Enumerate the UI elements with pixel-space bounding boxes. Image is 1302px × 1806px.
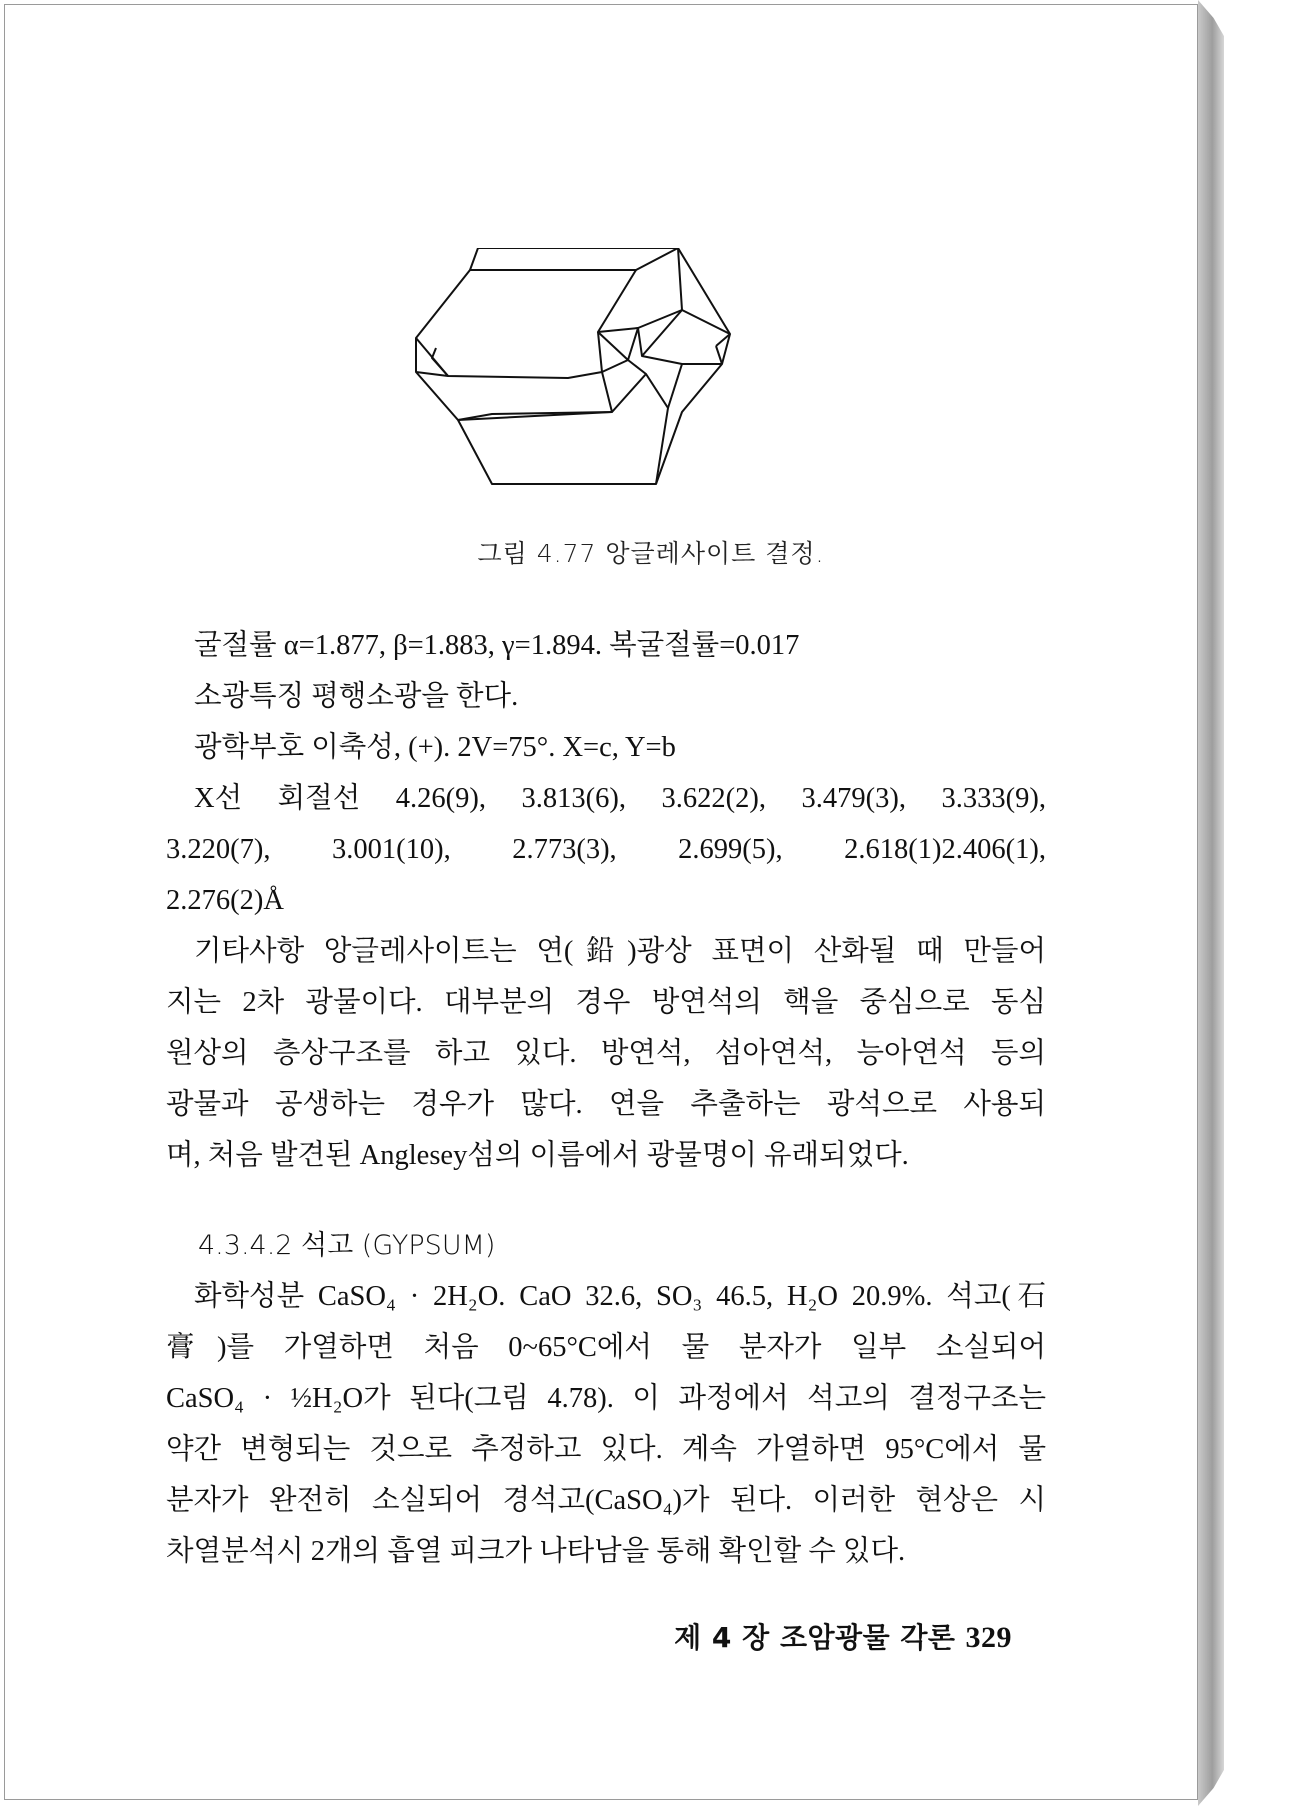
anglesite-crystal-figure — [412, 248, 792, 488]
gypsum-line-6: 차열분석시 2개의 흡열 피크가 나타남을 통해 확인할 수 있다. — [166, 1536, 906, 1567]
page-footer — [674, 1616, 1012, 1656]
gypsum-line-1: 화학성분 CaSO₄ · 2H₂O. CaO 32.6, SO₃ 46.5, H₂O 20.9%. 석고(石 — [194, 1281, 1046, 1312]
gypsum-line-2: 膏)를 가열하면 처음 0~65°C에서 물 분자가 일부 소실되어 — [166, 1332, 1046, 1363]
refractive-index-line: 굴절률 α=1.877, β=1.883, γ=1.894. 복굴절률=0.017 — [194, 630, 800, 661]
xray-line-1: X선 회절선 4.26(9), 3.813(6), 3.622(2), 3.479(3), 3.333(9), — [194, 783, 1046, 814]
chapter-title: 제 4 장 조암광물 각론 — [674, 1621, 956, 1654]
optical-sign-line: 광학부호 이축성, (+). 2V=75°. X=c, Y=b — [194, 732, 676, 763]
anglesite-properties — [166, 620, 1046, 1181]
remarks-line-2: 지는 2차 광물이다. 대부분의 경우 방연석의 핵을 중심으로 동심 — [166, 987, 1046, 1018]
remarks-line-5: 며, 처음 발견된 Anglesey섬의 이름에서 광물명이 유래되었다. — [166, 1140, 909, 1171]
remarks-line-3: 원상의 층상구조를 하고 있다. 방연석, 섬아연석, 능아연석 등의 — [166, 1038, 1046, 1069]
page-edge-shadow — [1198, 0, 1224, 1806]
extinction-line: 소광특징 평행소광을 한다. — [194, 681, 519, 712]
remarks-line-4: 광물과 공생하는 경우가 많다. 연을 추출하는 광석으로 사용되 — [166, 1089, 1046, 1120]
remarks-line-1: 기타사항 앙글레사이트는 연(鉛)광상 표면이 산화될 때 만들어 — [194, 936, 1046, 967]
page-number: 329 — [965, 1621, 1012, 1654]
xray-line-2: 3.220(7), 3.001(10), 2.773(3), 2.699(5), 2.618(1)2.406(1), — [166, 834, 1046, 865]
section-heading: 4.3.4.2 석고 (GYPSUM) — [198, 1230, 496, 1261]
xray-line-3: 2.276(2)Å — [166, 885, 284, 916]
gypsum-line-5: 분자가 완전히 소실되어 경석고(CaSO₄)가 된다. 이러한 현상은 시 — [166, 1485, 1046, 1516]
gypsum-section — [166, 1220, 1046, 1577]
figure-caption: 그림 4.77 앙글레사이트 결정. — [477, 539, 825, 568]
gypsum-line-3: CaSO₄ · ½H₂O가 된다(그림 4.78). 이 과정에서 석고의 결정구조는 — [166, 1383, 1046, 1414]
gypsum-line-4: 약간 변형되는 것으로 추정하고 있다. 계속 가열하면 95°C에서 물 — [166, 1434, 1046, 1465]
